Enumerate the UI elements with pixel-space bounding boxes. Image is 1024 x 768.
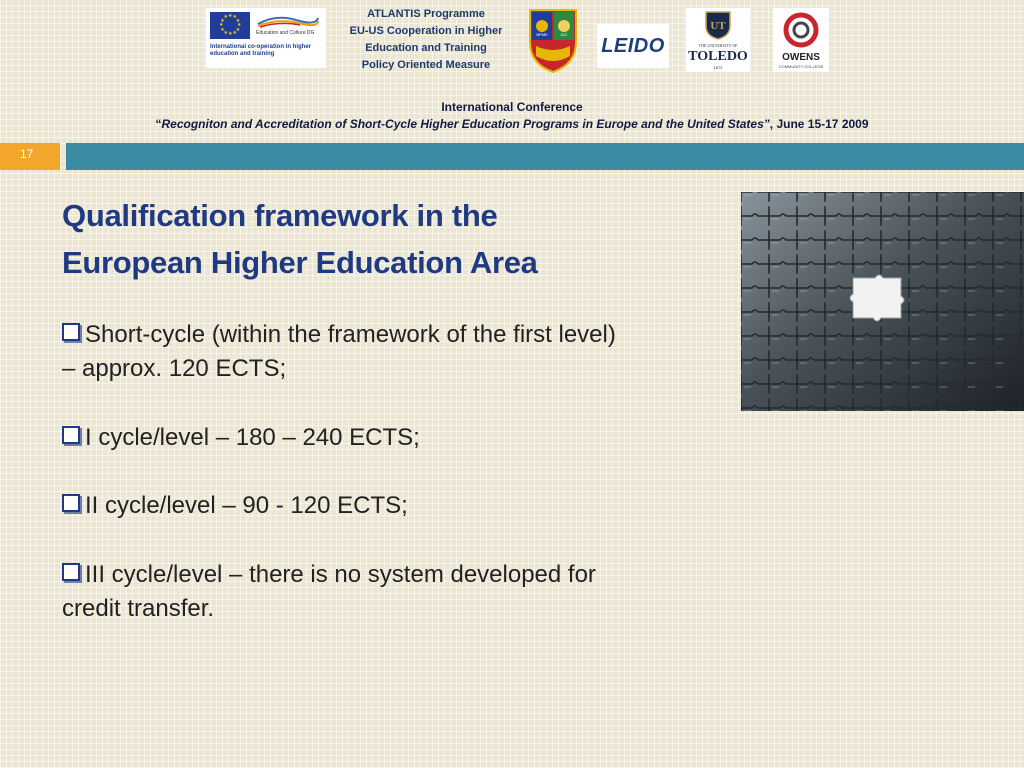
crest-left-text: BPMK <box>536 32 548 37</box>
crest-right-text: IUC <box>560 32 568 37</box>
checkbox-bullet-icon <box>62 426 80 444</box>
bullet-item <box>62 318 730 386</box>
university-of-toledo-logo <box>686 8 750 72</box>
puzzle-image <box>741 192 1024 411</box>
header-divider-bar <box>66 143 1024 170</box>
eu-star-icon: ★ <box>219 22 224 28</box>
owens-subtitle: COMMUNITY COLLEGE <box>778 64 824 69</box>
bullet-item <box>62 489 730 523</box>
bullet-text: III cycle/level – there is no system developed for <box>85 561 596 588</box>
eu-flag-icon <box>210 12 250 39</box>
leido-logo-text: LEIDO <box>601 35 665 57</box>
ut-shield-icon <box>704 10 732 40</box>
eu-dg-label: Education and Culture DG <box>256 30 315 36</box>
leido-logo <box>597 24 669 68</box>
atlantis-line: Education and Training <box>365 42 487 54</box>
eu-star-icon: ★ <box>235 26 241 33</box>
conference-date: , June 15-17 2009 <box>769 117 869 131</box>
eu-education-culture-logo <box>206 8 326 68</box>
eu-star-icon: ★ <box>220 17 225 24</box>
conference-quote-open: “ <box>155 117 162 131</box>
bullet-text: Short-cycle (within the framework of the first level) <box>85 321 616 348</box>
bullet-text: I cycle/level – 180 – 240 ECTS; <box>85 424 420 451</box>
checkbox-bullet-icon <box>62 494 80 512</box>
eu-star-icon: ★ <box>232 29 237 36</box>
swoosh-icon <box>256 14 320 28</box>
slide-title-line: European Higher Education Area <box>62 245 538 280</box>
atlantis-line: EU-US Cooperation in Higher <box>349 25 503 37</box>
bullet-item <box>62 421 730 455</box>
checkbox-bullet-icon <box>62 563 80 581</box>
bullet-text: – approx. 120 ECTS; <box>62 355 287 382</box>
bullet-text: credit transfer. <box>62 595 215 622</box>
owens-o-icon <box>783 12 819 48</box>
conference-label: International Conference <box>441 100 583 114</box>
conference-title: Recogniton and Accreditation of Short-Cycle Higher Education Programs in Europe and the United States” <box>161 117 770 131</box>
eu-star-icon: ★ <box>237 22 242 28</box>
atlantis-line: Policy Oriented Measure <box>361 59 491 71</box>
eu-star-icon: ★ <box>220 26 225 33</box>
conference-title-line <box>0 117 1024 131</box>
eu-star-icon: ★ <box>228 31 233 37</box>
toledo-year: 1872 <box>713 65 723 70</box>
toledo-name: TOLEDO <box>688 49 748 64</box>
slide-number-badge: 17 <box>0 143 60 170</box>
atlantis-line: ATLANTIS Programme <box>367 8 485 20</box>
owens-community-college-logo <box>773 8 829 72</box>
svg-text:UT: UT <box>710 20 726 32</box>
bullet-item <box>62 558 730 626</box>
eu-star-icon: ★ <box>235 17 241 24</box>
atlantis-programme-text <box>336 6 516 74</box>
eu-star-icon: ★ <box>232 14 237 21</box>
owens-name: OWENS <box>782 52 820 63</box>
slide-title <box>62 192 662 286</box>
bullet-text: II cycle/level – 90 - 120 ECTS; <box>85 492 408 519</box>
slide-title-line: Qualification framework in the <box>62 198 498 233</box>
eu-star-icon: ★ <box>228 13 233 19</box>
eu-star-icon: ★ <box>223 29 228 36</box>
checkbox-bullet-icon <box>62 323 80 341</box>
eu-subtitle: International co-operation in higher education and training <box>210 44 312 57</box>
university-crest-logo <box>526 6 580 74</box>
toledo-top-text: THE UNIVERSITY OF <box>698 43 738 48</box>
eu-star-icon: ★ <box>223 14 228 21</box>
